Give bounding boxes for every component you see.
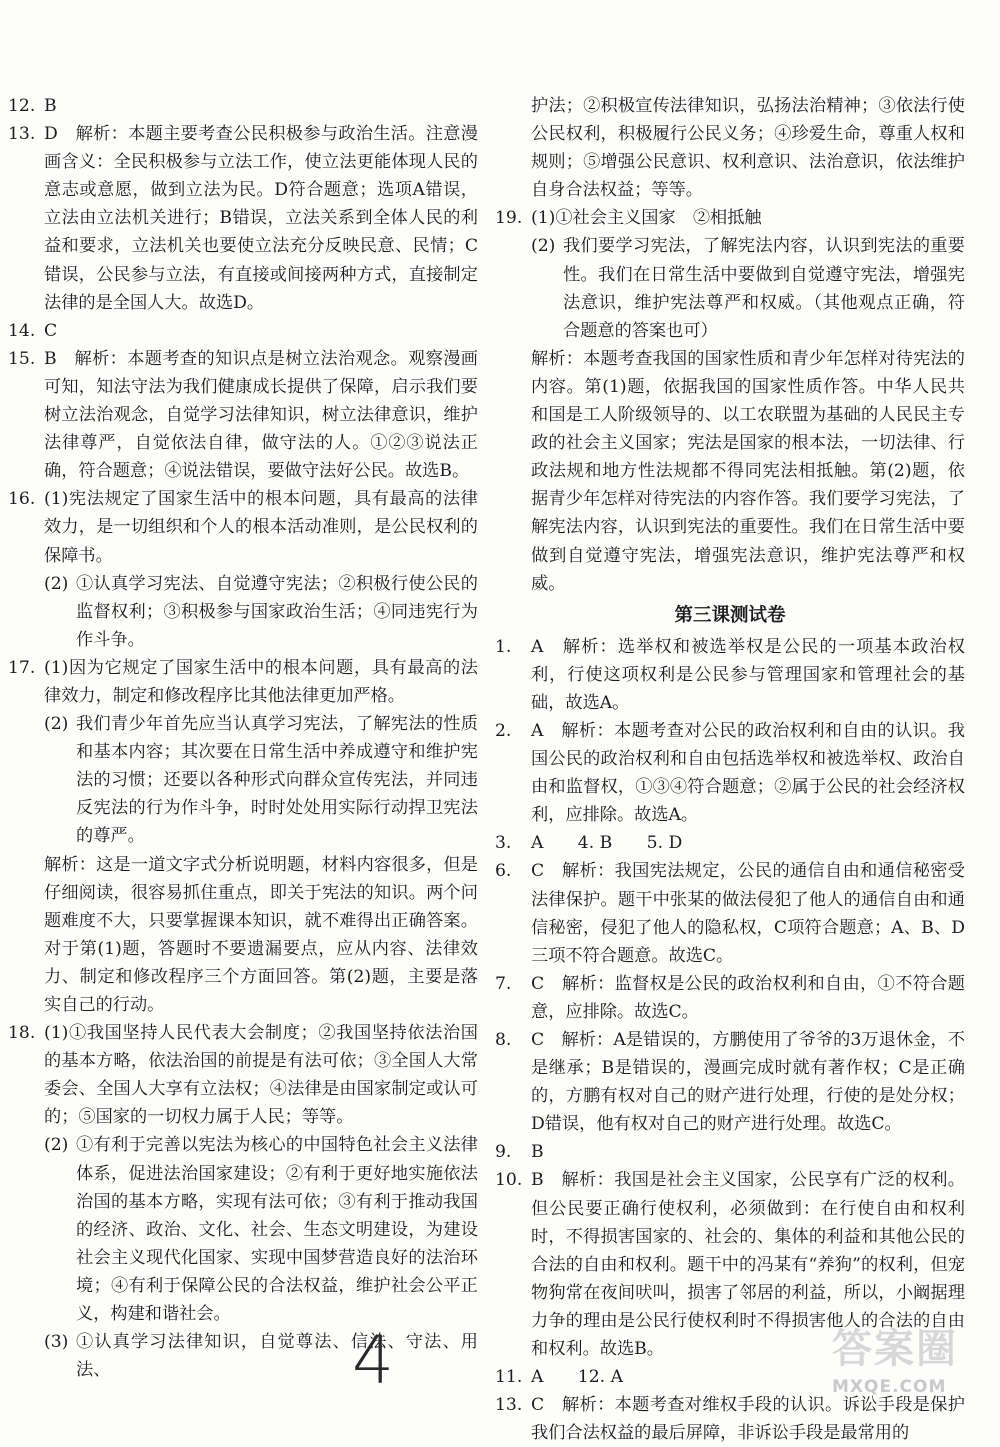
item-text: B [44,96,57,116]
answer-item [495,1391,965,1447]
item-text: B 解析：我国是社会主义国家，公民享有广泛的权利。但公民要正确行使权利，必须做到：在行使自由和权利时，不得损害国家的、社会的、集体的利益和其他公民的合法的自由和权利。题干中的冯某有“养狗”的权利，但宠物狗常在夜间吠叫，损害了邻居的利益，所以，小阚据理力争的理由是公民行使权利时不得损害他人的合法的自由和权利。故选B。 [531,1170,965,1360]
item-text: B 解析：本题考查的知识点是树立法治观念。观察漫画可知，知法守法为我们健康成长提供了保障，启示我们要树立法治观念，自觉学习法律知识，树立法律意识，维护法律尊严，自觉依法自律，做守法的人。①②③说法正确，符合题意；④说法错误，要做守法好公民。故选B。 [44,348,478,482]
item-number: (2) [44,1135,69,1156]
item-number: 8. [495,1030,512,1050]
item-number: 6. [495,861,512,882]
item-number: 12. [8,96,36,116]
item-text: ①有利于完善以宪法为核心的中国特色社会主义法律体系，促进法治国家建设；②有利于更好地实施依法治国的基本方略，实现有法可依；③有利于推动我国的经济、政治、文化、社会、生态文明建设，为建设社会主义现代化国家、实现中国梦营造良好的法治环境；④有利于保障公民的合法权益，维护社会公平正义，构建和谐社会。 [76,1135,478,1325]
item-number: 15. [8,348,36,369]
answer-item [8,1019,478,1131]
answer-item [8,345,478,485]
item-number: 11. [495,1367,523,1388]
answer-item [8,92,478,120]
item-number: 17. [8,657,36,678]
item-text: 我们青少年首先应当认真学习宪法，了解宪法的性质和基本内容；其次要在日常生活中养成遵守和维护宪法的习惯；还要以各种形式向群众宣传宪法，并同违反宪法的行为作斗争，时时处处用实际行动捍卫宪法的尊严。 [76,714,478,847]
item-number: 3. [495,833,512,854]
answer-item [495,829,965,857]
sub-answer-item [8,710,478,850]
item-text: A 解析：本题考查对公民的政治权利和自由的认识。我国公民的政治权利和自由包括选举权和被选举权、政治自由和监督权，①③④符合题意；②属于公民的社会经济权利，应排除。故选A。 [531,720,965,826]
item-text: (1)①社会主义国家 ②相抵触 [531,208,762,229]
item-text: (1)宪法规定了国家生活中的根本问题，具有最高的法律效力，是一切组织和个人的根本活动准则，是公民权利的保障书。 [44,489,478,566]
item-number: 16. [8,489,36,510]
item-text: A 4. B 5. D [531,833,683,854]
item-number: 14. [8,320,36,341]
item-number: (3) [44,1332,69,1353]
sub-answer-item [8,570,478,654]
answer-item [495,717,965,829]
answer-item [8,654,478,710]
answer-item [8,485,478,569]
item-text: B [531,1142,544,1163]
sub-answer-item [8,1328,478,1384]
left-column [8,92,478,1384]
item-number: 13. [495,1395,523,1416]
item-text: A 解析：选举权和被选举权是公民的一项基本政治权利，行使这项权利是公民参与管理国家和管理社会的基础，故选A。 [531,636,965,713]
item-number: (2) [44,573,69,594]
answer-item [495,1138,965,1166]
answer-item [495,204,965,232]
item-number: (2) [44,714,69,735]
item-text: 我们要学习宪法，了解宪法内容，认识到宪法的重要性。我们在日常生活中要做到自觉遵守宪法，增强宪法意识，维护宪法尊严和权威。（其他观点正确，符合题意的答案也可） [563,236,965,341]
answer-item [495,633,965,717]
item-number: 10. [495,1170,523,1191]
item-number: 13. [8,124,36,145]
answer-item [8,317,478,345]
item-number: 1. [495,636,512,657]
item-text: C 解析：监督权是公民的政治权利和自由，①不符合题意，应排除。故选C。 [531,973,965,1022]
item-text: ①认真学习宪法、自觉遵守宪法；②积极行使公民的监督权利；③积极参与国家政治生活；④同违宪行为作斗争。 [76,573,478,650]
section-heading: 第三课测试卷 [674,604,786,626]
item-text: C [44,320,58,341]
page-number: 4 [352,1322,394,1399]
item-number: 9. [495,1142,512,1163]
answer-item [8,120,478,317]
item-number: 18. [8,1023,36,1044]
item-text: C 解析：我国宪法规定，公民的通信自由和通信秘密受法律保护。题干中张某的做法侵犯了他人的通信自由和通信秘密，侵犯了他人的隐私权，C项符合题意；A、B、D三项不符合题意。故选C。 [531,861,965,966]
watermark-url: MXQE.COM [832,1377,947,1397]
answer-item [495,857,965,969]
item-text: C 解析：A是错误的，方鹏使用了爷爷的3万退休金，不是继承；B是错误的，漫画完成时就有著作权；C是正确的，方鹏有权对自己的财产进行处理，行使的是处分权；D错误，他有权对自己的财产进行处理。故选C。 [531,1030,965,1135]
item-text: (1)①我国坚持人民代表大会制度；②我国坚持依法治国的基本方略，依法治国的前提是有法可依；③全国人大常委会、全国人大享有立法权；④法律是由国家制定或认可的；⑤国家的一切权力属于人民；等等。 [44,1023,478,1128]
right-column [495,92,965,1447]
item-number: (2) [531,236,556,257]
watermark-logo [832,1323,992,1397]
sub-answer-item [495,232,965,344]
answer-item [495,970,965,1026]
sub-answer-item [8,1131,478,1328]
answer-item [495,1026,965,1138]
item-text: ①认真学习法律知识，自觉尊法、信法、守法、用法、 [76,1332,478,1381]
watermark-main: 答案圈 [832,1326,958,1372]
item-number: 2. [495,720,512,741]
item-text: (1)因为它规定了国家生活中的根本问题，具有最高的法律效力，制定和修改程序比其他法律更加严格。 [44,657,478,706]
item-text: D 解析：本题主要考查公民积极参与政治生活。注意漫画含义：全民积极参与立法工作，使立法更能体现人民的意志或意愿，做到立法为民。D符合题意；选项A错误，立法由立法机关进行；B错误，立法关系到全体人民的利益和要求，立法机关也要使立法充分反映民意、民情；C错误，公民参与立法，有直接或间接两种方式，直接制定法律的是全国人大。故选D。 [44,124,478,313]
analysis-paragraph: 护法；②积极宣传法律知识，弘扬法治精神；③依法行使公民权利，积极履行公民义务；④珍爱生命，尊重人权和规则；⑤增强公民意识、权利意识、法治意识，依法维护自身合法权益；等等。 [531,96,965,201]
item-text: C 解析：本题考查对维权手段的认识。诉讼手段是保护我们合法权益的最后屏障，非诉讼手段是最常用的 [531,1395,965,1444]
item-text: A 12. A [531,1367,623,1388]
analysis-paragraph: 解析：这是一道文字式分析说明题，材料内容很多，但是仔细阅读，很容易抓住重点，即关于宪法的知识。两个问题难度不大，只要掌握课本知识，就不难得出正确答案。对于第(1)题，答题时不要遗漏要点，应从内容、法律效力、制定和修改程序三个方面回答。第(2)题，主要是落实自己的行动。 [44,854,478,1015]
analysis-paragraph: 解析：本题考查我国的国家性质和青少年怎样对待宪法的内容。第(1)题，依据我国的国家性质作答。中华人民共和国是工人阶级领导的、以工农联盟为基础的人民民主专政的社会主义国家；宪法是国家的根本法，一切法律、行政法规和地方性法规都不得同宪法相抵触。第(2)题，依据青少年怎样对待宪法的内容作答。我们要学习宪法，了解宪法内容，认识到宪法的重要性。我们在日常生活中要做到自觉遵守宪法，增强宪法意识，维护宪法尊严和权威。 [531,348,965,594]
item-number: 7. [495,973,512,994]
item-number: 19. [495,208,523,229]
